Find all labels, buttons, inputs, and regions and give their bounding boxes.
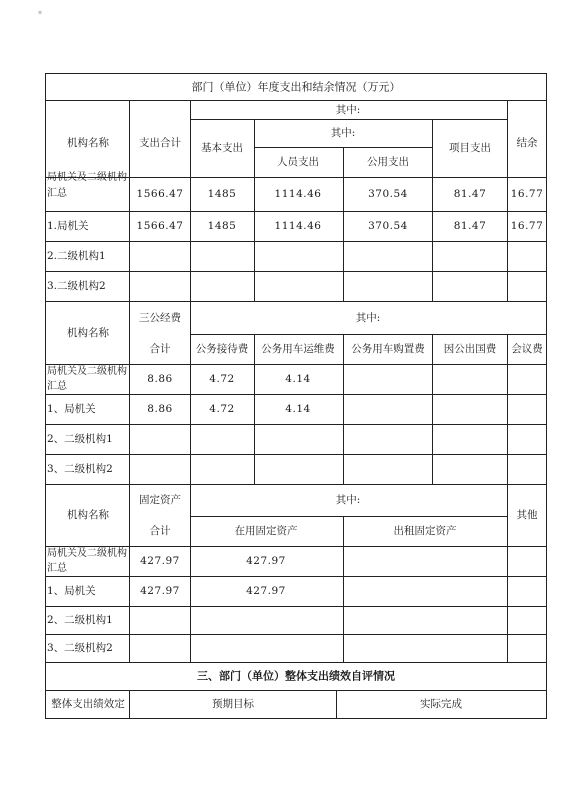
s3-row-name-bureau: 1、局机关 xyxy=(47,584,96,597)
row-name-summary-text: 局机关及二级机构汇总 xyxy=(47,172,127,199)
s4-col-performance: 整体支出绩效定 xyxy=(51,697,125,710)
cell-total: 1566.47 xyxy=(136,219,184,232)
s2-cell-total: 8.86 xyxy=(147,372,173,385)
s3-cell-total: 427.97 xyxy=(140,584,180,597)
s3-qizhong-label: 其中: xyxy=(335,493,361,506)
cell-public-use: 370.54 xyxy=(368,219,408,232)
section1-title: 部门（单位）年度支出和结余情况（万元） xyxy=(191,80,401,94)
header-personnel: 人员支出 xyxy=(277,155,319,168)
s3-header-total: 合计 xyxy=(149,524,171,537)
s2-header-reception: 公务接待费 xyxy=(195,342,249,355)
header-org-name: 机构名称 xyxy=(67,136,109,149)
s3-cell-total: 427.97 xyxy=(140,554,180,567)
s2-cell-reception: 4.72 xyxy=(209,402,235,415)
s2-header-sangong: 三公经费 xyxy=(139,311,181,324)
s3-header-org-name: 机构名称 xyxy=(67,508,109,521)
scan-mark: * xyxy=(38,10,42,19)
row-name-summary xyxy=(47,170,127,202)
row-name-bureau: 1.局机关 xyxy=(47,219,89,232)
s3-header-in-use: 在用固定资产 xyxy=(234,524,298,537)
s2-row-name-summary xyxy=(47,364,127,394)
s2-header-vehicle-ops: 公务用车运维费 xyxy=(261,342,335,355)
s3-header-other: 其他 xyxy=(516,508,538,521)
header-public-use: 公用支出 xyxy=(367,155,409,168)
s2-cell-vehicle-ops: 4.14 xyxy=(285,372,311,385)
cell-balance: 16.77 xyxy=(510,219,544,232)
cell-basic: 1485 xyxy=(207,187,237,200)
header-project: 项目支出 xyxy=(449,141,491,154)
s2-row-name-subunit-1: 2、二级机构1 xyxy=(47,432,113,445)
s3-header-rented: 出租固定资产 xyxy=(393,524,457,537)
cell-basic: 1485 xyxy=(207,219,237,232)
s3-cell-in-use: 427.97 xyxy=(246,584,286,597)
s2-qizhong-label: 其中: xyxy=(355,311,381,324)
cell-project: 81.47 xyxy=(453,219,487,232)
section4-title: 三、部门（单位）整体支出绩效自评情况 xyxy=(197,669,395,683)
s4-col-actual-completion: 实际完成 xyxy=(420,697,462,710)
s3-row-name-subunit-2: 3、二级机构2 xyxy=(47,641,113,654)
cell-total: 1566.47 xyxy=(136,187,184,200)
s2-row-name-summary-text: 局机关及二级机构汇总 xyxy=(47,366,127,392)
header-total-expenditure: 支出合计 xyxy=(139,136,181,149)
row-name-subunit-1: 2.二级机构1 xyxy=(47,249,106,262)
s2-row-name-subunit-2: 3、二级机构2 xyxy=(47,462,113,475)
s3-cell-in-use: 427.97 xyxy=(246,554,286,567)
s2-header-total: 合计 xyxy=(149,342,171,355)
s3-row-name-summary xyxy=(47,546,127,576)
s4-col-expected-goal: 预期目标 xyxy=(212,697,254,710)
cell-balance: 16.77 xyxy=(510,187,544,200)
s3-header-fixed-assets: 固定资产 xyxy=(139,493,181,506)
cell-public-use: 370.54 xyxy=(368,187,408,200)
header-balance: 结余 xyxy=(516,136,538,149)
s2-header-overseas: 因公出国费 xyxy=(443,342,497,355)
section1-qizhong-label: 其中: xyxy=(335,103,361,116)
s2-header-org-name: 机构名称 xyxy=(67,326,109,339)
s2-cell-reception: 4.72 xyxy=(209,372,235,385)
s2-header-meeting: 会议费 xyxy=(511,342,543,355)
cell-project: 81.47 xyxy=(453,187,487,200)
row-name-subunit-2: 3.二级机构2 xyxy=(47,279,106,292)
cell-personnel: 1114.46 xyxy=(274,219,322,232)
s2-cell-vehicle-ops: 4.14 xyxy=(285,402,311,415)
s2-cell-total: 8.86 xyxy=(147,402,173,415)
header-basic-expenditure: 基本支出 xyxy=(201,141,243,154)
s2-header-vehicle-purchase: 公务用车购置费 xyxy=(351,342,425,355)
cell-personnel: 1114.46 xyxy=(274,187,322,200)
s3-row-name-subunit-1: 2、二级机构1 xyxy=(47,613,113,626)
section1-qizhong2-label: 其中: xyxy=(330,126,356,139)
s3-row-name-summary-text: 局机关及二级机构汇总 xyxy=(47,548,127,574)
s2-row-name-bureau: 1、局机关 xyxy=(47,402,96,415)
